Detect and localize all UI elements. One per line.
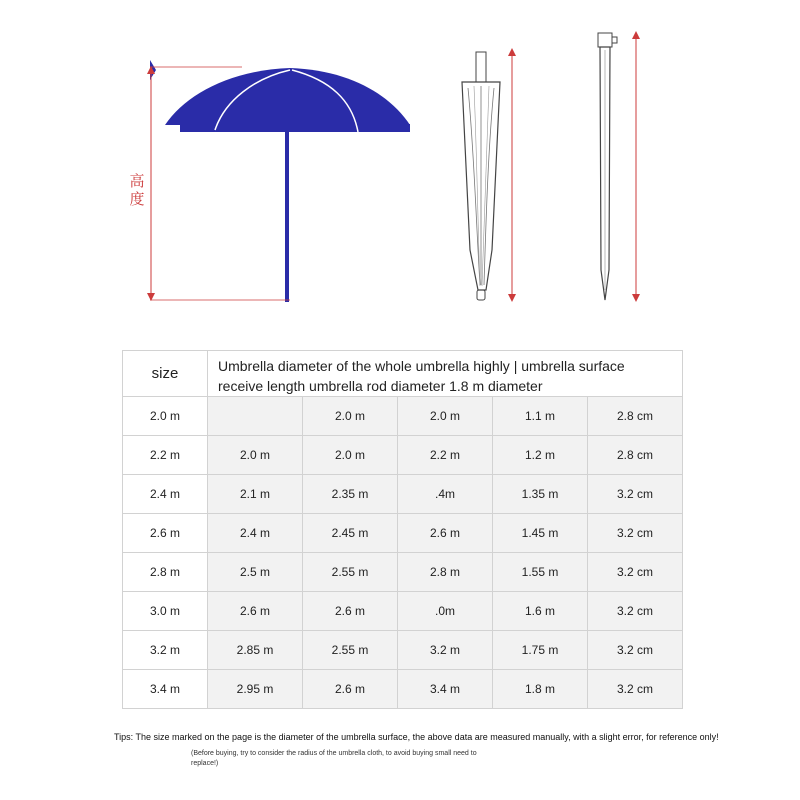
table-cell: 2.6 m: [303, 670, 398, 709]
table-cell: .4m: [398, 475, 493, 514]
table-cell: 2.4 m: [208, 514, 303, 553]
header-title-line1: Umbrella diameter of the whole umbrella highly | umbrella surface: [218, 358, 625, 374]
table-cell: 3.2 cm: [588, 553, 683, 592]
tips-note-line2: replace!): [191, 760, 219, 767]
table-cell: 1.35 m: [493, 475, 588, 514]
table-row: [123, 631, 683, 670]
table-cell: 3.2 cm: [588, 592, 683, 631]
table-cell: 1.2 m: [493, 436, 588, 475]
table-cell: 3.2 cm: [588, 670, 683, 709]
table-cell: 2.8 cm: [588, 397, 683, 436]
open-umbrella-icon: [150, 60, 410, 302]
table-cell: 2.0 m: [398, 397, 493, 436]
size-table: [122, 350, 683, 709]
table-cell: 2.8 m: [398, 553, 493, 592]
header-title-line2: receive length umbrella rod diameter 1.8 m diameter: [218, 378, 543, 394]
table-body: [123, 397, 683, 709]
table-cell: 2.6 m: [303, 592, 398, 631]
table-cell: 2.6 m: [208, 592, 303, 631]
umbrella-illustration: [0, 0, 800, 340]
table-cell: [208, 397, 303, 436]
table-cell: 3.2 cm: [588, 514, 683, 553]
table-header-row: [123, 351, 683, 397]
table-row: [123, 436, 683, 475]
table-cell-size: 2.8 m: [123, 553, 208, 592]
table-cell: 1.45 m: [493, 514, 588, 553]
table-cell: 2.6 m: [398, 514, 493, 553]
table-cell: 3.4 m: [398, 670, 493, 709]
table-cell: 3.2 m: [398, 631, 493, 670]
table-cell: 3.2 cm: [588, 631, 683, 670]
table-row: [123, 670, 683, 709]
table-cell-size: 2.4 m: [123, 475, 208, 514]
table-cell-size: 2.0 m: [123, 397, 208, 436]
table-cell: 2.2 m: [398, 436, 493, 475]
table-cell: 2.5 m: [208, 553, 303, 592]
table-cell: 2.1 m: [208, 475, 303, 514]
table-cell: 2.8 cm: [588, 436, 683, 475]
folded-umbrella-icon: [462, 52, 512, 300]
pole-stake-icon: [598, 33, 636, 300]
table-cell-size: 3.2 m: [123, 631, 208, 670]
table-cell: 2.55 m: [303, 631, 398, 670]
header-title: [208, 351, 683, 397]
table-cell: 1.55 m: [493, 553, 588, 592]
table-cell: 2.0 m: [208, 436, 303, 475]
table-cell: .0m: [398, 592, 493, 631]
height-label: 高度: [129, 172, 145, 208]
table-cell-size: 3.0 m: [123, 592, 208, 631]
table-row: [123, 514, 683, 553]
table-cell: 2.0 m: [303, 436, 398, 475]
table-cell: 1.75 m: [493, 631, 588, 670]
table-cell: 1.8 m: [493, 670, 588, 709]
table-cell: 2.95 m: [208, 670, 303, 709]
table-cell-size: 2.2 m: [123, 436, 208, 475]
table-cell: 3.2 cm: [588, 475, 683, 514]
table-row: [123, 553, 683, 592]
tips-note: [191, 749, 521, 769]
table-cell: 1.6 m: [493, 592, 588, 631]
table-cell-size: 3.4 m: [123, 670, 208, 709]
header-size: size: [123, 351, 208, 397]
table-cell: 2.0 m: [303, 397, 398, 436]
table-cell: 2.85 m: [208, 631, 303, 670]
table-row: [123, 592, 683, 631]
table-row: [123, 397, 683, 436]
table-cell: 2.45 m: [303, 514, 398, 553]
tips-note-line1: (Before buying, try to consider the radius of the umbrella cloth, to avoid buying small need to: [191, 750, 477, 757]
table-cell: 2.35 m: [303, 475, 398, 514]
table-cell-size: 2.6 m: [123, 514, 208, 553]
table-cell: 2.55 m: [303, 553, 398, 592]
table-cell: 1.1 m: [493, 397, 588, 436]
table-row: [123, 475, 683, 514]
tips-text: Tips: The size marked on the page is the diameter of the umbrella surface, the above data are measured manually, with a slight error, for reference only!: [114, 732, 719, 742]
